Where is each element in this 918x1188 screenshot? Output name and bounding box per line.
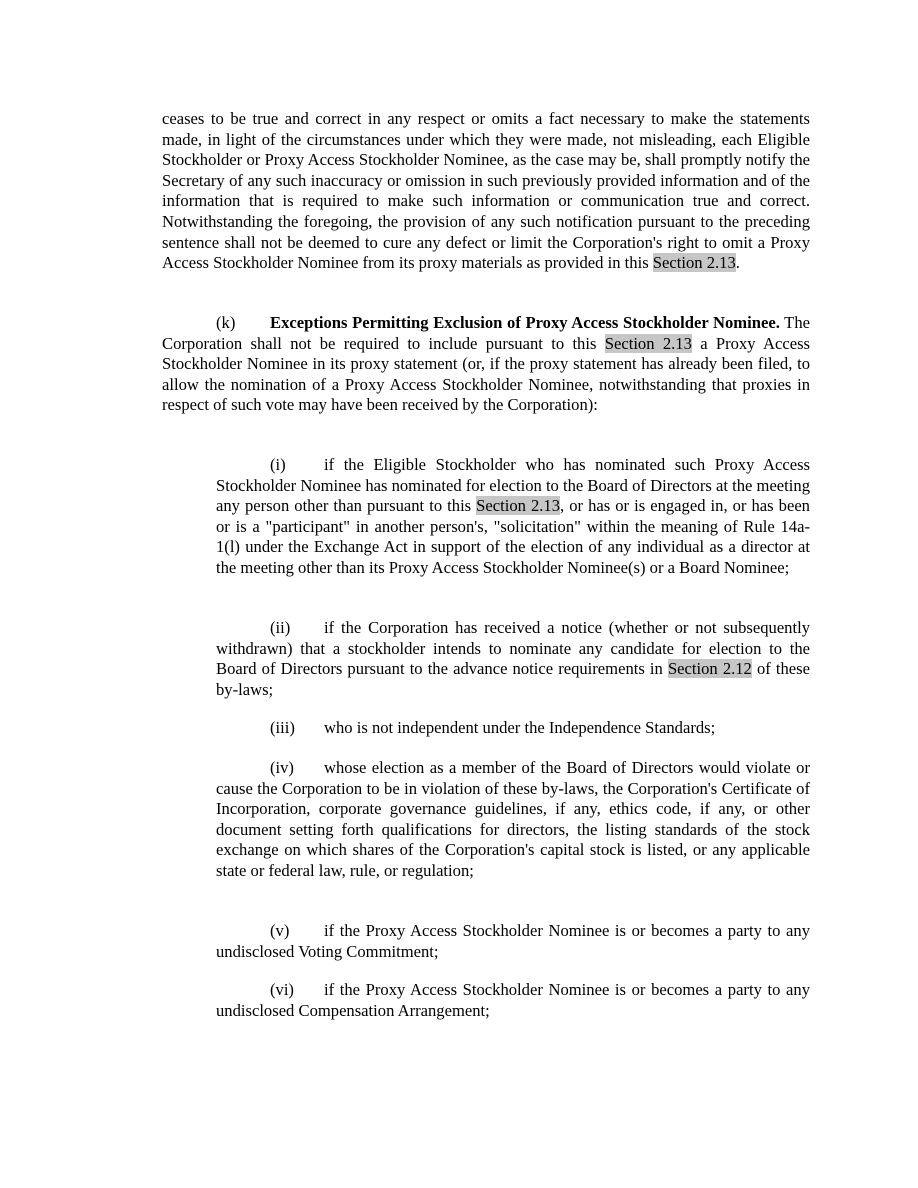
list-item-label: (vi) bbox=[270, 980, 294, 999]
continuation-end: . bbox=[735, 253, 740, 273]
list-item-label: (iii) bbox=[270, 718, 295, 737]
list-item-text: if the Proxy Access Stockholder Nominee is or becomes a party to any undisclosed Voting Commitment; bbox=[216, 921, 810, 961]
list-item-label: (i) bbox=[270, 455, 286, 474]
list-item-v bbox=[216, 921, 810, 962]
list-item-text: whose election as a member of the Board of Directors would violate or cause the Corporation to be in violation of these by-laws, the Corporation's Certificate of Incorporation, corporate governance guidelines, if any, ethics code, if any, or other document setting forth qualifications for directors, the listing standards of the stock exchange on which shares of the Corporation's capital stock is listed, or any applicable state or federal law, rule, or regulation; bbox=[216, 758, 810, 880]
list-item-text: if the Proxy Access Stockholder Nominee is or becomes a party to any undisclosed Compensation Arrangement; bbox=[216, 980, 810, 1020]
list-item-text-1: if the Eligible Stockholder who has nominated such Proxy Access Stockholder Nominee has nominated for election to the Board of Directors at the meeting any person other than pursuant to this bbox=[216, 455, 810, 516]
section-reference-link[interactable]: Section 2.13 bbox=[476, 496, 561, 516]
continuation-text: ceases to be true and correct in any respect or omits a fact necessary to make the statements made, in light of the circumstances under which they were made, not misleading, each Eligible Stockholder or Proxy Access Stockholder Nominee, as the case may be, shall promptly notify the Secretary of any such inaccuracy or omission in such previously provided information and of the information that is required to make such information or communication true and correct. Notwithstanding the foregoing, the provision of any such notification pursuant to the preceding sentence shall not be deemed to cure any defect or limit the Corporation's right to omit a Proxy Access Stockholder Nominee from its proxy materials as provided in this bbox=[162, 109, 810, 273]
list-item-iv bbox=[216, 758, 810, 882]
list-item-text: who is not independent under the Independence Standards; bbox=[324, 718, 716, 737]
paragraph-k-text-1: The Corporation shall not be required to include pursuant to this bbox=[162, 313, 810, 353]
list-item-label: (ii) bbox=[270, 618, 291, 637]
paragraph-k bbox=[162, 313, 810, 416]
list-item-ii bbox=[216, 618, 810, 700]
section-reference-link[interactable]: Section 2.12 bbox=[667, 659, 752, 679]
list-item-label: (v) bbox=[270, 921, 290, 940]
section-reference-link[interactable]: Section 2.13 bbox=[604, 333, 692, 353]
paragraph-k-text-2: a Proxy Access Stockholder Nominee in its proxy statement (or, if the proxy statement has already been filed, to allow the nomination of a Proxy Access Stockholder Nominee, notwithstanding that proxies in respect of such vote may have been received by the Corporation): bbox=[162, 333, 810, 415]
list-item-text-2: , or has or is engaged in, or has been or is a "participant" in another person's, "solicitation" within the meaning of Rule 14a-1(l) under the Exchange Act in support of the election of any individual as a director at the meeting other than its Proxy Access Stockholder Nominee(s) or a Board Nominee; bbox=[216, 496, 810, 577]
list-item-i bbox=[216, 455, 810, 579]
paragraph-k-label: (k) bbox=[216, 313, 236, 332]
list-item-iii bbox=[216, 718, 810, 739]
section-reference-link[interactable]: Section 2.13 bbox=[652, 253, 736, 273]
continuation-paragraph bbox=[162, 109, 810, 274]
list-item-text-1: if the Corporation has received a notice (whether or not subsequently withdrawn) that a stockholder intends to nominate any candidate for election to the Board of Directors pursuant to the advance notice requirements in bbox=[216, 618, 810, 679]
paragraph-k-heading: Exceptions Permitting Exclusion of Proxy Access Stockholder Nominee. bbox=[270, 313, 780, 332]
list-item-label: (iv) bbox=[270, 758, 294, 777]
list-item-text-2: of these by-laws; bbox=[216, 659, 810, 699]
list-item-vi bbox=[216, 980, 810, 1021]
